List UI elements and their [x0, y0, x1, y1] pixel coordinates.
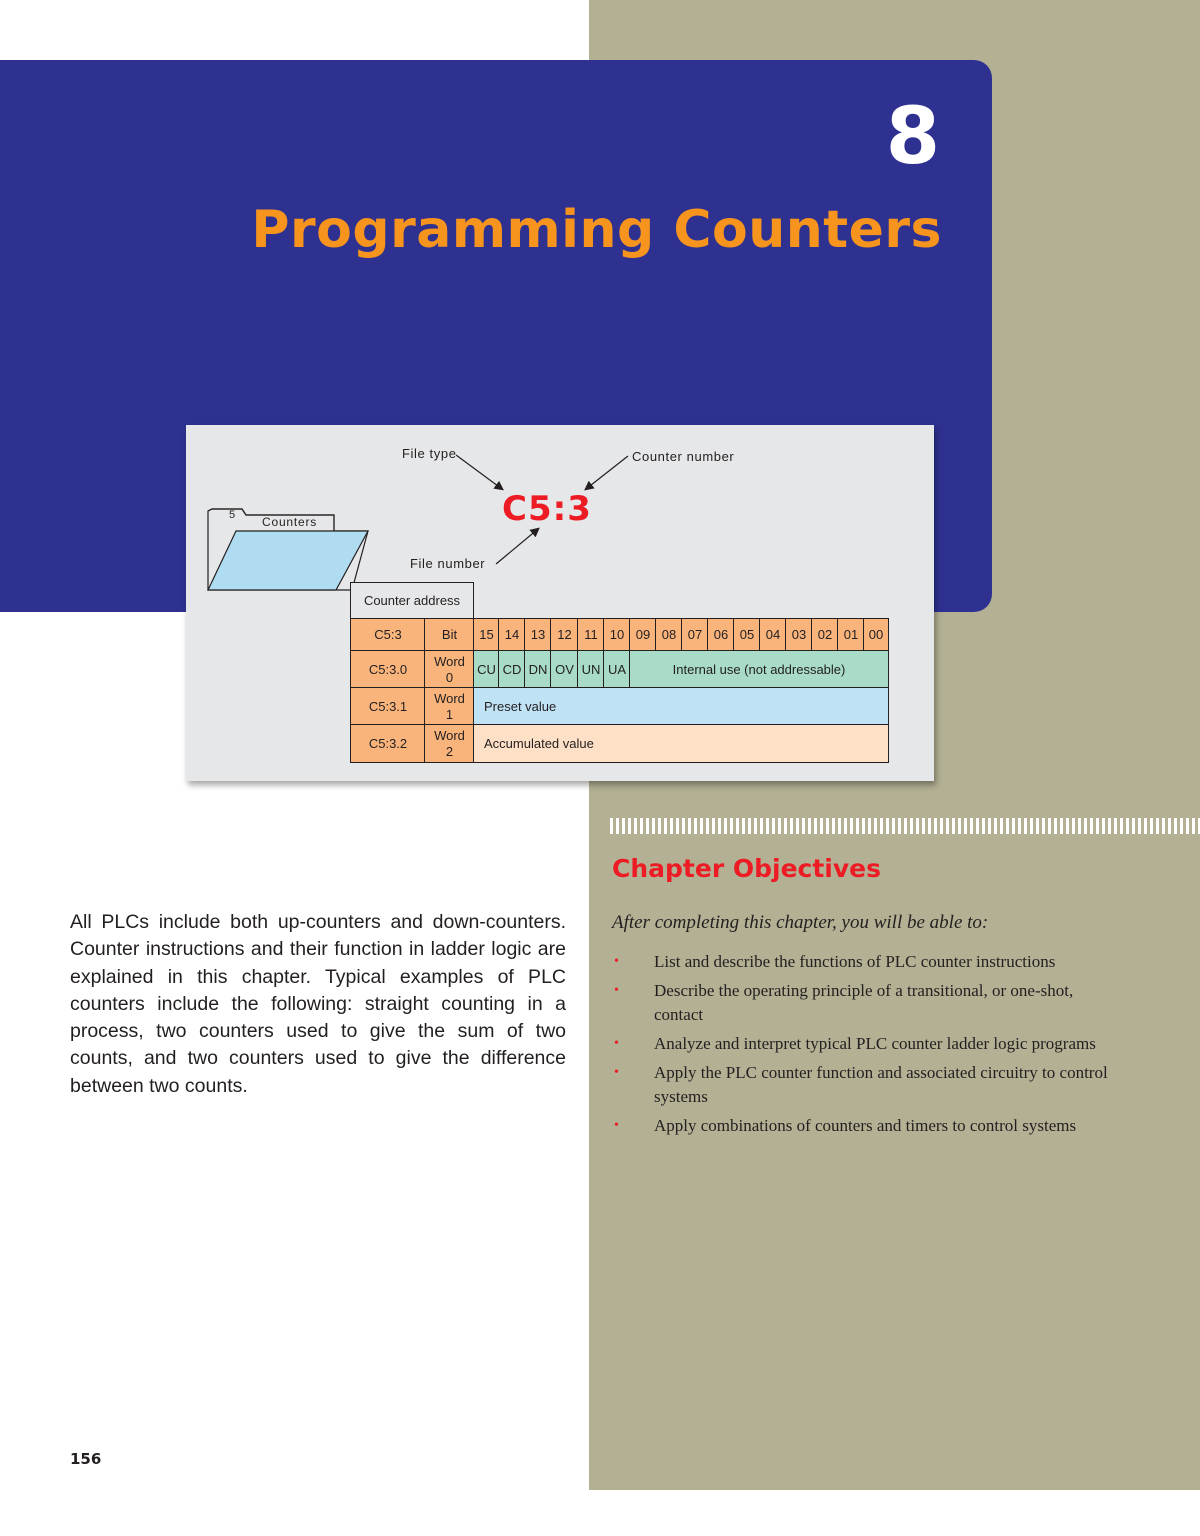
word1-label: [424, 687, 475, 726]
bit-06: 06: [707, 618, 735, 652]
table-header: Counter address: [350, 582, 474, 620]
bit-12: 12: [550, 618, 579, 652]
bullet-icon: •: [614, 1036, 619, 1051]
objective-item: [612, 1061, 1112, 1109]
objective-text: Analyze and interpret typical PLC counter ladder logic programs: [654, 1034, 1096, 1053]
word0-label: [424, 650, 475, 689]
objectives-heading: Chapter Objectives: [612, 854, 881, 883]
bit-row-label: Bit: [424, 618, 475, 652]
objective-text: Apply combinations of counters and timers to control systems: [654, 1116, 1077, 1135]
bullet-icon: •: [614, 954, 619, 969]
objective-text: Apply the PLC counter function and associated circuitry to control systems: [654, 1063, 1108, 1106]
file-type-arrow: [456, 455, 502, 489]
accumulated-value-cell: Accumulated value: [473, 724, 889, 763]
word1-label-line1: Word: [434, 690, 465, 706]
bit-row-address: C5:3: [350, 618, 426, 652]
objectives-intro: After completing this chapter, you will be able to:: [612, 912, 989, 933]
word0-label-line2: 0: [445, 669, 454, 685]
flag-dn: DN: [524, 650, 552, 689]
objective-item: [612, 950, 1112, 974]
counter-address-example: C5:3: [502, 489, 592, 529]
word2-label-line1: Word: [434, 727, 465, 743]
word2-label: [424, 724, 475, 763]
counter-number-arrow: [586, 456, 628, 489]
file-type-label: File type: [402, 446, 457, 461]
flag-cu: CU: [473, 650, 500, 689]
objective-item: [612, 1114, 1112, 1138]
bit-03: 03: [785, 618, 813, 652]
counter-address-figure: [186, 425, 934, 781]
preset-value-cell: Preset value: [473, 687, 889, 726]
bit-08: 08: [655, 618, 683, 652]
flag-cd: CD: [498, 650, 526, 689]
decorative-stripe: [610, 818, 1200, 834]
file-number-label: File number: [410, 556, 486, 571]
objective-text: Describe the operating principle of a transitional, or one-shot, contact: [654, 981, 1074, 1024]
word2-label-line2: 2: [445, 743, 454, 759]
bit-14: 14: [498, 618, 526, 652]
folder-label: Counters: [262, 515, 318, 529]
page-number: 156: [70, 1450, 102, 1468]
flag-ov: OV: [550, 650, 579, 689]
internal-use-cell: Internal use (not addressable): [629, 650, 889, 689]
bullet-icon: •: [614, 1065, 619, 1080]
bit-13: 13: [524, 618, 552, 652]
word0-address: C5:3.0: [350, 650, 426, 689]
word2-address: C5:3.2: [350, 724, 426, 763]
bullet-icon: •: [614, 983, 619, 998]
chapter-title: Programming Counters: [251, 200, 942, 260]
bit-01: 01: [837, 618, 865, 652]
objective-item: [612, 979, 1112, 1027]
word1-label-line2: 1: [445, 706, 454, 722]
bit-00: 00: [863, 618, 889, 652]
counter-number-label: Counter number: [632, 449, 735, 464]
word0-label-line1: Word: [434, 653, 465, 669]
bit-02: 02: [811, 618, 839, 652]
bit-04: 04: [759, 618, 787, 652]
bit-15: 15: [473, 618, 500, 652]
flag-un: UN: [577, 650, 605, 689]
folder-number: 5: [229, 509, 236, 521]
bullet-icon: •: [614, 1118, 619, 1133]
bit-09: 09: [629, 618, 657, 652]
objectives-list: [612, 950, 1112, 1143]
bit-11: 11: [577, 618, 605, 652]
intro-paragraph: All PLCs include both up-counters and down-counters. Counter instructions and their function in ladder logic are explained in this chapter. Typical examples of PLC counters include the following: straight counting in a process, two counters used to give the sum of two counts, and two counters used to give the difference between two counts.: [70, 911, 566, 1097]
chapter-number: 8: [885, 92, 940, 182]
flag-ua: UA: [603, 650, 631, 689]
file-number-arrow: [496, 529, 538, 564]
objective-item: [612, 1032, 1112, 1056]
objective-text: List and describe the functions of PLC counter instructions: [654, 952, 1056, 971]
bit-07: 07: [681, 618, 709, 652]
bit-10: 10: [603, 618, 631, 652]
word1-address: C5:3.1: [350, 687, 426, 726]
bit-05: 05: [733, 618, 761, 652]
